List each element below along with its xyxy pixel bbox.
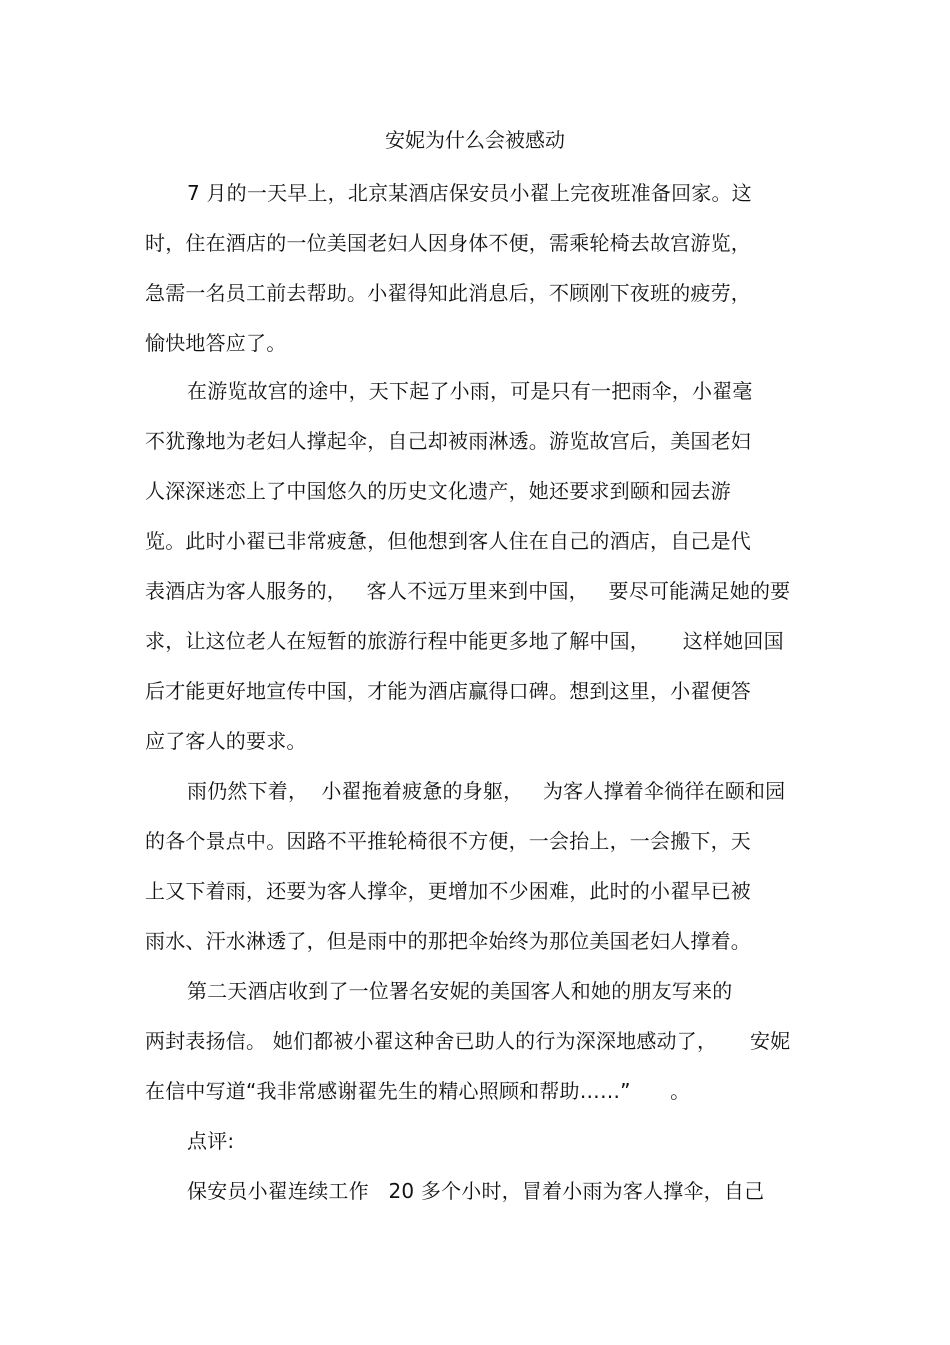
paragraph-line: 上又下着雨，还要为客人撑伞，更增加不少困难，此时的小翟早已被 (145, 879, 751, 903)
paragraph-line: 人深深迷恋上了中国悠久的历史文化遗产，她还要求到颐和园去游 (145, 479, 731, 503)
document-title: 安妮为什么会被感动 (385, 128, 565, 152)
paragraph-line: 7 月的一天早上，北京某酒店保安员小翟上完夜班准备回家。这 (187, 181, 752, 205)
paragraph-line: 后才能更好地宣传中国，才能为酒店赢得口碑。想到这里，小翟便答 (145, 679, 751, 703)
paragraph-line: 在信中写道“我非常感谢翟先生的精心照顾和帮助……” 。 (145, 1079, 691, 1103)
paragraph-line: 愉快地答应了。 (145, 331, 287, 355)
paragraph-line: 急需一名员工前去帮助。小翟得知此消息后，不顾刚下夜班的疲劳， (145, 281, 751, 305)
paragraph-line: 保安员小翟连续工作 20 多个小时，冒着小雨为客人撑伞，自己 (187, 1179, 765, 1203)
paragraph-line: 的各个景点中。因路不平推轮椅很不方便，一会抬上，一会搬下，天 (145, 829, 751, 853)
paragraph-line: 在游览故宫的途中，天下起了小雨，可是只有一把雨伞，小翟毫 (187, 379, 753, 403)
paragraph-line: 应了客人的要求。 (145, 729, 307, 753)
paragraph-line: 雨水、汗水淋透了，但是雨中的那把伞始终为那位美国老妇人撑着。 (145, 929, 751, 953)
paragraph-line: 两封表扬信。 她们都被小翟这种舍已助人的行为深深地感动了， 安妮 (145, 1029, 791, 1053)
paragraph-line: 雨仍然下着， 小翟拖着疲惫的身躯， 为客人撑着伞徜徉在颐和园 (187, 779, 786, 803)
paragraph-line: 表酒店为客人服务的， 客人不远万里来到中国， 要尽可能满足她的要 (145, 579, 791, 603)
paragraph-line: 不犹豫地为老妇人撑起伞，自己却被雨淋透。游览故宫后，美国老妇 (145, 429, 751, 453)
paragraph-line: 览。此时小翟已非常疲惫，但他想到客人住在自己的酒店，自己是代 (145, 529, 751, 553)
comment-heading: 点评: (187, 1129, 235, 1153)
paragraph-line: 第二天酒店收到了一位署名安妮的美国客人和她的朋友写来的 (187, 979, 733, 1003)
paragraph-line: 求，让这位老人在短暂的旅游行程中能更多地了解中国， 这样她回国 (145, 629, 784, 653)
paragraph-line: 时，住在酒店的一位美国老妇人因身体不便，需乘轮椅去故宫游览， (145, 231, 751, 255)
